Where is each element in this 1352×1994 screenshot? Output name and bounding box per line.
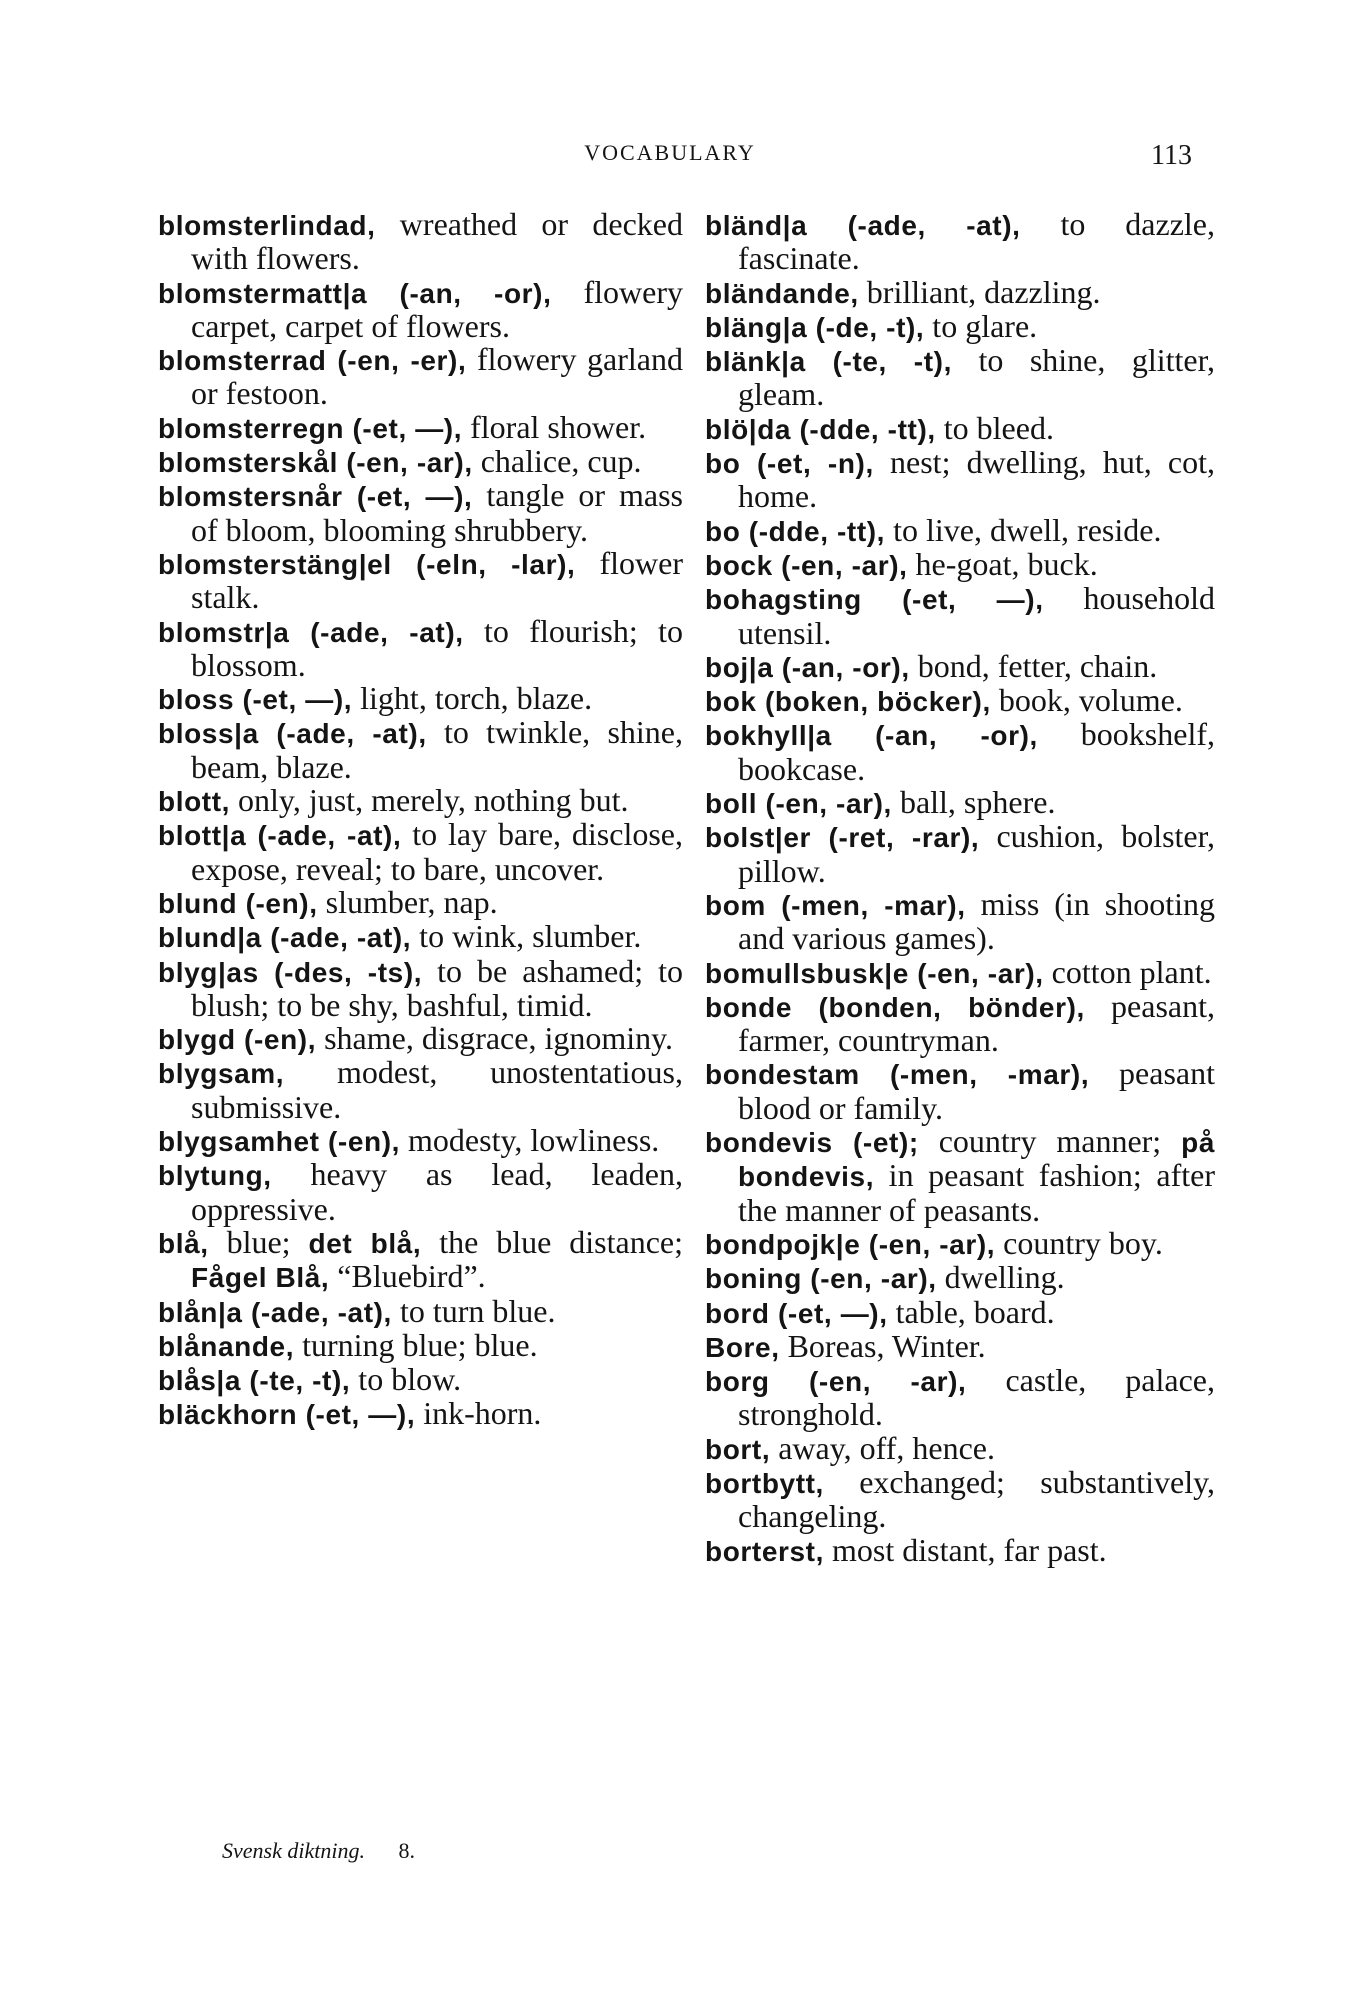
entry-definition: to shine, glitter, gleam. xyxy=(738,342,1215,413)
vocabulary-entry xyxy=(705,344,1215,412)
entry-grammar: (-et, —), xyxy=(344,412,463,444)
entry-grammar: (-ade, -at), xyxy=(261,922,412,954)
entry-headword: boll xyxy=(705,788,758,820)
vocabulary-entry xyxy=(158,1022,683,1056)
vocabulary-entry xyxy=(705,1224,1215,1261)
entry-headword: blygsam, xyxy=(158,1058,285,1090)
entry-grammar: (-et, —), xyxy=(234,684,353,716)
vocabulary-entry xyxy=(158,1056,683,1124)
entry-grammar: (-et, —), xyxy=(861,584,1044,616)
vocabulary-entry xyxy=(158,1326,683,1363)
entry-definition: to twinkle, shine, beam, blaze. xyxy=(191,714,684,785)
vocabulary-entry xyxy=(158,883,683,920)
entry-grammar: (-et, —), xyxy=(342,481,473,513)
entry-grammar: (-en, -ar), xyxy=(769,1366,967,1398)
entry-headword: blott, xyxy=(158,786,231,818)
entry-definition: country boy. xyxy=(995,1224,1163,1261)
vocabulary-column-left xyxy=(158,208,683,1432)
entry-grammar: (-ade, -at), xyxy=(242,1296,392,1328)
entry-definition: bookshelf, bookcase. xyxy=(738,716,1215,787)
entry-grammar: (-en), xyxy=(235,1024,317,1056)
vocabulary-entry xyxy=(705,1429,1215,1466)
vocabulary-entry xyxy=(705,1463,1215,1535)
vocabulary-entry xyxy=(158,1124,683,1158)
entry-headword: bolst|er xyxy=(705,822,811,854)
entry-definition: to lay bare, disclose, expose, reveal; to bare, uncover. xyxy=(191,816,683,887)
entry-definition: flower stalk. xyxy=(191,544,683,616)
entry-definition: to dazzle, fascinate. xyxy=(738,206,1216,277)
entry-definition: brilliant, dazzling. xyxy=(858,273,1101,310)
entry-headword: boning xyxy=(705,1263,802,1295)
vocabulary-entry xyxy=(705,718,1215,786)
entry-grammar: (-en), xyxy=(319,1126,401,1158)
entry-grammar: (bonden, bönder), xyxy=(792,991,1085,1023)
entry-definition: chalice, cup. xyxy=(472,443,642,480)
vocabulary-entry xyxy=(705,786,1215,820)
entry-definition: bond, fetter, chain. xyxy=(909,647,1158,684)
entry-grammar: (-et, —), xyxy=(297,1399,416,1431)
entry-definition: light, torch, blaze. xyxy=(352,680,593,717)
vocabulary-entry xyxy=(705,953,1215,990)
entry-definition: tangle or mass of bloom, blooming shrubbery. xyxy=(191,477,683,548)
running-head xyxy=(0,140,1352,180)
vocabulary-entry xyxy=(705,885,1215,957)
vocabulary-entry xyxy=(158,1223,683,1295)
entry-definition: floral shower. xyxy=(462,408,647,445)
entry-definition: peasant, farmer, countryman. xyxy=(738,987,1215,1059)
entry-headword: bok xyxy=(705,686,757,718)
vocabulary-entry xyxy=(158,343,683,411)
entry-definition: only, just, merely, nothing but. xyxy=(230,782,629,819)
entry-grammar: (-men, -mar), xyxy=(765,889,966,921)
entry-headword: blånande, xyxy=(158,1330,295,1362)
entry-headword: bo xyxy=(705,448,741,480)
entry-headword: blund|a xyxy=(158,922,262,954)
entry-definition: to glare. xyxy=(924,307,1038,344)
vocabulary-entry xyxy=(705,1125,1215,1227)
entry-grammar: (-ade, -at), xyxy=(807,210,1021,241)
entry-grammar: (-en, -ar), xyxy=(772,549,908,581)
entry-headword: blomsterregn xyxy=(158,412,345,444)
entry-grammar: (-ade, -at), xyxy=(289,616,464,648)
vocabulary-entry xyxy=(158,818,683,886)
vocabulary-entry xyxy=(705,545,1215,582)
vocabulary-entry xyxy=(158,612,684,683)
entry-grammar: (-an, -or), xyxy=(367,277,552,309)
vocabulary-entry xyxy=(705,1327,1215,1364)
entry-definition: in peasant fashion; after the manner of peasants. xyxy=(738,1157,1215,1228)
entry-headword: bock xyxy=(705,549,773,581)
entry-headword: bortbytt, xyxy=(705,1467,824,1499)
entry-definition: ink-horn. xyxy=(415,1395,542,1432)
vocabulary-entry xyxy=(705,446,1215,514)
entry-phrase: på bondevis, xyxy=(738,1127,1215,1193)
vocabulary-entry xyxy=(705,511,1215,548)
entry-grammar: (-et); xyxy=(832,1127,919,1159)
entry-headword: blån|a xyxy=(158,1296,243,1328)
entry-headword: bländ|a xyxy=(705,210,808,241)
entry-phrase: det blå, xyxy=(308,1227,422,1259)
entry-headword: blomstr|a xyxy=(158,616,290,648)
entry-headword: bort, xyxy=(705,1433,771,1465)
entry-grammar: (-des, -ts), xyxy=(258,956,423,988)
entry-headword: borg xyxy=(705,1366,770,1398)
entry-definition: turning blue; blue. xyxy=(294,1326,538,1363)
entry-grammar: (-en, -ar), xyxy=(908,957,1044,989)
vocabulary-entry xyxy=(705,647,1215,684)
vocabulary-entry xyxy=(158,1363,683,1397)
entry-definition: castle, palace, stronghold. xyxy=(738,1362,1216,1433)
running-head-title: VOCABULARY xyxy=(584,140,756,165)
entry-grammar: (-te, -t), xyxy=(805,346,952,378)
entry-grammar: (-et, —), xyxy=(769,1297,888,1329)
vocabulary-entry xyxy=(158,208,683,276)
entry-definition: away, off, hence. xyxy=(770,1429,995,1466)
entry-definition: household utensil. xyxy=(738,580,1215,651)
entry-headword: blö|da xyxy=(705,413,792,445)
entry-grammar: (-ade, -at), xyxy=(258,718,427,750)
entry-definition: the blue distance; xyxy=(421,1223,683,1260)
entry-headword: bondestam xyxy=(705,1059,860,1091)
entry-headword: bohagsting xyxy=(705,584,862,616)
entry-grammar: (-en, -ar), xyxy=(801,1263,937,1295)
vocabulary-entry xyxy=(705,1261,1215,1295)
vocabulary-entry xyxy=(705,1293,1215,1330)
vocabulary-entry xyxy=(158,682,683,716)
entry-definition: flowery carpet, carpet of flowers. xyxy=(191,273,684,344)
entry-definition: book, volume. xyxy=(990,682,1183,719)
entry-grammar: (-et, -n), xyxy=(740,448,874,480)
entry-headword: blås|a xyxy=(158,1365,242,1397)
entry-grammar: (-men, -mar), xyxy=(859,1059,1090,1091)
entry-headword: boj|a xyxy=(705,651,774,683)
entry-definition: “Bluebird”. xyxy=(329,1258,486,1295)
entry-definition: to flourish; to blossom. xyxy=(191,612,684,683)
entry-definition: most distant, far past. xyxy=(823,1531,1107,1568)
vocabulary-entry xyxy=(705,1057,1215,1125)
entry-headword: bländande, xyxy=(705,277,859,309)
entry-definition: dwelling. xyxy=(936,1259,1065,1296)
vocabulary-entry xyxy=(705,582,1215,650)
footer-signature-line xyxy=(222,1838,415,1864)
vocabulary-column-right xyxy=(705,208,1215,1568)
entry-definition: table, board. xyxy=(887,1293,1055,1330)
entry-headword: blomsterrad xyxy=(158,345,327,377)
footer-book-title: Svensk diktning. xyxy=(222,1838,365,1863)
entry-definition: modesty, lowliness. xyxy=(400,1122,660,1159)
entry-grammar: (-en, -ar), xyxy=(757,788,892,820)
entry-definition: to wink, slumber. xyxy=(411,918,642,955)
entry-grammar: (-ade, -at), xyxy=(246,820,402,852)
entry-headword: blygd xyxy=(158,1024,236,1056)
entry-definition: heavy as lead, leaden, oppressive. xyxy=(191,1156,683,1227)
vocabulary-entry xyxy=(158,1397,683,1431)
entry-grammar: (-en), xyxy=(237,887,318,919)
page-number: 113 xyxy=(1151,140,1192,171)
entry-headword: bläng|a xyxy=(705,311,808,343)
vocabulary-entry xyxy=(158,544,683,616)
entry-headword: bomullsbusk|e xyxy=(705,957,909,989)
entry-definition: modest, unostentatious, submissive. xyxy=(191,1054,683,1125)
entry-definition: country manner; xyxy=(918,1123,1182,1160)
entry-definition: to bleed. xyxy=(935,409,1054,446)
vocabulary-entry xyxy=(705,1531,1215,1568)
entry-definition: cushion, bolster, pillow. xyxy=(738,818,1215,889)
vocabulary-entry xyxy=(705,684,1215,718)
entry-headword: borterst, xyxy=(705,1535,824,1567)
entry-grammar: (-dde, -tt), xyxy=(791,413,936,445)
entry-headword: bord xyxy=(705,1297,770,1329)
vocabulary-entry xyxy=(158,445,683,479)
vocabulary-entry xyxy=(158,1292,683,1329)
entry-grammar: (-an, -or), xyxy=(831,720,1038,752)
vocabulary-entry xyxy=(158,784,683,818)
entry-grammar: (-en, -er), xyxy=(326,345,467,377)
entry-headword: blund xyxy=(158,887,238,919)
entry-headword: bondpojk|e xyxy=(705,1228,861,1260)
vocabulary-entry xyxy=(158,273,684,344)
entry-definition: to live, dwell, reside. xyxy=(885,511,1162,548)
entry-headword: blomsterstäng|el xyxy=(158,548,392,580)
entry-headword: bondevis xyxy=(705,1127,833,1159)
entry-headword: bokhyll|a xyxy=(705,720,832,752)
entry-grammar: (boken, böcker), xyxy=(756,686,991,718)
entry-headword: bläckhorn xyxy=(158,1399,298,1431)
entry-definition: nest; dwelling, hut, cot, home. xyxy=(738,444,1216,515)
entry-definition: cotton plant. xyxy=(1043,953,1212,990)
entry-definition: to turn blue. xyxy=(391,1292,556,1329)
entry-grammar: (-an, -or), xyxy=(773,651,910,683)
entry-definition: he-goat, buck. xyxy=(907,545,1098,582)
footer-signature-mark: 8. xyxy=(398,1838,415,1863)
entry-headword: blomsterskål xyxy=(158,447,338,479)
vocabulary-entry xyxy=(158,952,684,1023)
entry-headword: blygsamhet xyxy=(158,1126,320,1158)
entry-headword: bloss|a xyxy=(158,718,259,750)
entry-grammar: (-en, -ar), xyxy=(860,1228,996,1260)
vocabulary-entry xyxy=(705,409,1215,446)
entry-grammar: (-ret, -rar), xyxy=(811,822,980,854)
entry-grammar: (-dde, -tt), xyxy=(740,515,886,547)
entry-grammar: (-eln, -lar), xyxy=(391,548,576,580)
entry-headword: blomstersnår xyxy=(158,481,343,513)
entry-headword: bom xyxy=(705,889,766,921)
entry-headword: bo xyxy=(705,515,741,547)
entry-headword: bonde xyxy=(705,991,792,1023)
vocabulary-entry xyxy=(705,307,1215,344)
entry-headword: blå, xyxy=(158,1227,209,1259)
entry-definition: ball, sphere. xyxy=(891,784,1056,821)
entry-definition: peasant blood or family. xyxy=(738,1055,1215,1126)
entry-definition: to blow. xyxy=(350,1361,462,1398)
entry-phrase: Fågel Blå, xyxy=(191,1262,330,1294)
entry-definition: wreathed or decked with flowers. xyxy=(191,206,683,277)
entry-headword: Bore, xyxy=(705,1331,780,1363)
entry-headword: blomsterlindad, xyxy=(158,210,376,241)
entry-definition: Boreas, Winter. xyxy=(779,1327,986,1364)
vocabulary-entry xyxy=(158,479,683,547)
vocabulary-entry xyxy=(705,820,1215,888)
vocabulary-entry xyxy=(705,987,1215,1059)
entry-headword: bloss xyxy=(158,684,235,716)
entry-headword: blomstermatt|a xyxy=(158,277,368,309)
entry-headword: blytung, xyxy=(158,1160,272,1192)
vocabulary-entry xyxy=(158,1158,683,1226)
entry-definition: to be ashamed; to blush; to be shy, bashful, timid. xyxy=(191,952,684,1023)
vocabulary-entry xyxy=(705,208,1215,276)
vocabulary-entry xyxy=(158,716,683,784)
entry-grammar: (-te, -t), xyxy=(241,1365,351,1397)
vocabulary-entry xyxy=(158,408,683,445)
entry-definition: blue; xyxy=(208,1223,309,1260)
vocabulary-entry xyxy=(705,273,1215,310)
entry-headword: blott|a xyxy=(158,820,247,852)
entry-definition: shame, disgrace, ignominy. xyxy=(316,1020,674,1057)
entry-grammar: (-de, -t), xyxy=(807,311,925,343)
entry-headword: blänk|a xyxy=(705,346,806,378)
vocabulary-entry xyxy=(158,920,683,954)
entry-definition: flowery garland or festoon. xyxy=(191,341,683,412)
vocabulary-entry xyxy=(705,1364,1215,1432)
entry-grammar: (-en, -ar), xyxy=(337,447,473,479)
entry-definition: miss (in shooting and various games). xyxy=(738,885,1215,957)
entry-definition: slumber, nap. xyxy=(317,883,498,920)
entry-definition: exchanged; substantively, changeling. xyxy=(738,1463,1215,1535)
entry-headword: blyg|as xyxy=(158,956,259,988)
